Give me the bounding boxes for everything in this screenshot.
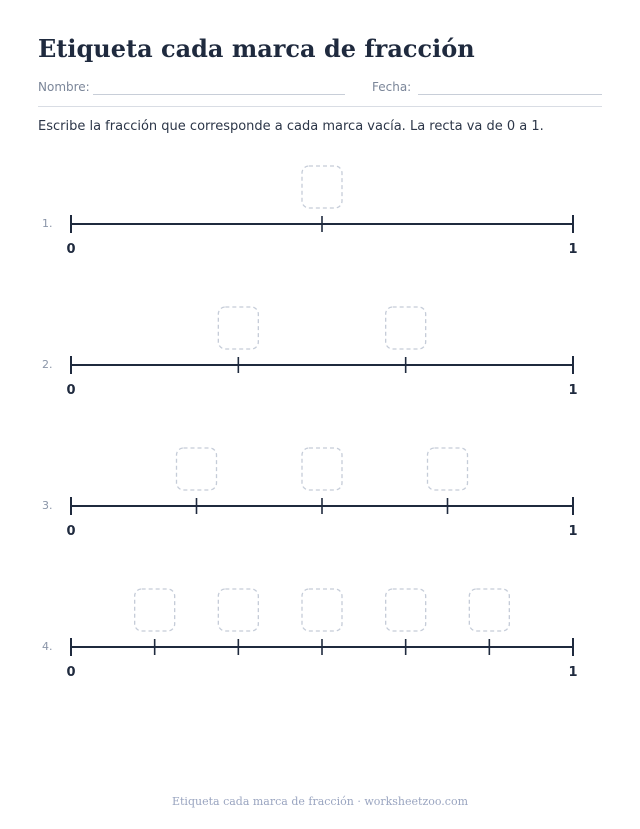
answer-box[interactable] [218,307,258,349]
answer-box[interactable] [428,448,468,490]
start-label: 0 [66,242,76,257]
number-line-problem [0,164,640,284]
problem-number: 2. [42,358,53,371]
page-title: Etiqueta cada marca de fracción [38,34,475,63]
date-field[interactable] [418,94,602,95]
start-label: 0 [66,524,76,539]
footer: Etiqueta cada marca de fracción · worksheetzoo.com [171,795,469,808]
name-label: Nombre: [38,80,90,94]
header-divider [38,106,602,107]
date-label: Fecha: [372,80,412,94]
problem-number: 4. [42,640,53,653]
number-line [0,164,640,284]
header-fields [38,80,602,98]
number-line-problem [0,587,640,707]
end-label: 1 [568,665,578,680]
answer-box[interactable] [302,166,342,208]
instructions: Escribe la fracción que corresponde a cada marca vacía. La recta va de 0 a 1. [38,119,544,134]
number-line [0,305,640,425]
start-label: 0 [66,665,76,680]
number-line-problem [0,446,640,566]
end-label: 1 [568,524,578,539]
name-field[interactable] [93,94,345,95]
number-line [0,587,640,707]
answer-box[interactable] [302,589,342,631]
answer-box[interactable] [302,448,342,490]
answer-box[interactable] [386,307,426,349]
answer-box[interactable] [177,448,217,490]
number-line-problem [0,305,640,425]
answer-box[interactable] [218,589,258,631]
start-label: 0 [66,383,76,398]
end-label: 1 [568,383,578,398]
answer-box[interactable] [386,589,426,631]
number-line [0,446,640,566]
end-label: 1 [568,242,578,257]
answer-box[interactable] [135,589,175,631]
problem-number: 1. [42,217,53,230]
answer-box[interactable] [469,589,509,631]
problem-number: 3. [42,499,53,512]
